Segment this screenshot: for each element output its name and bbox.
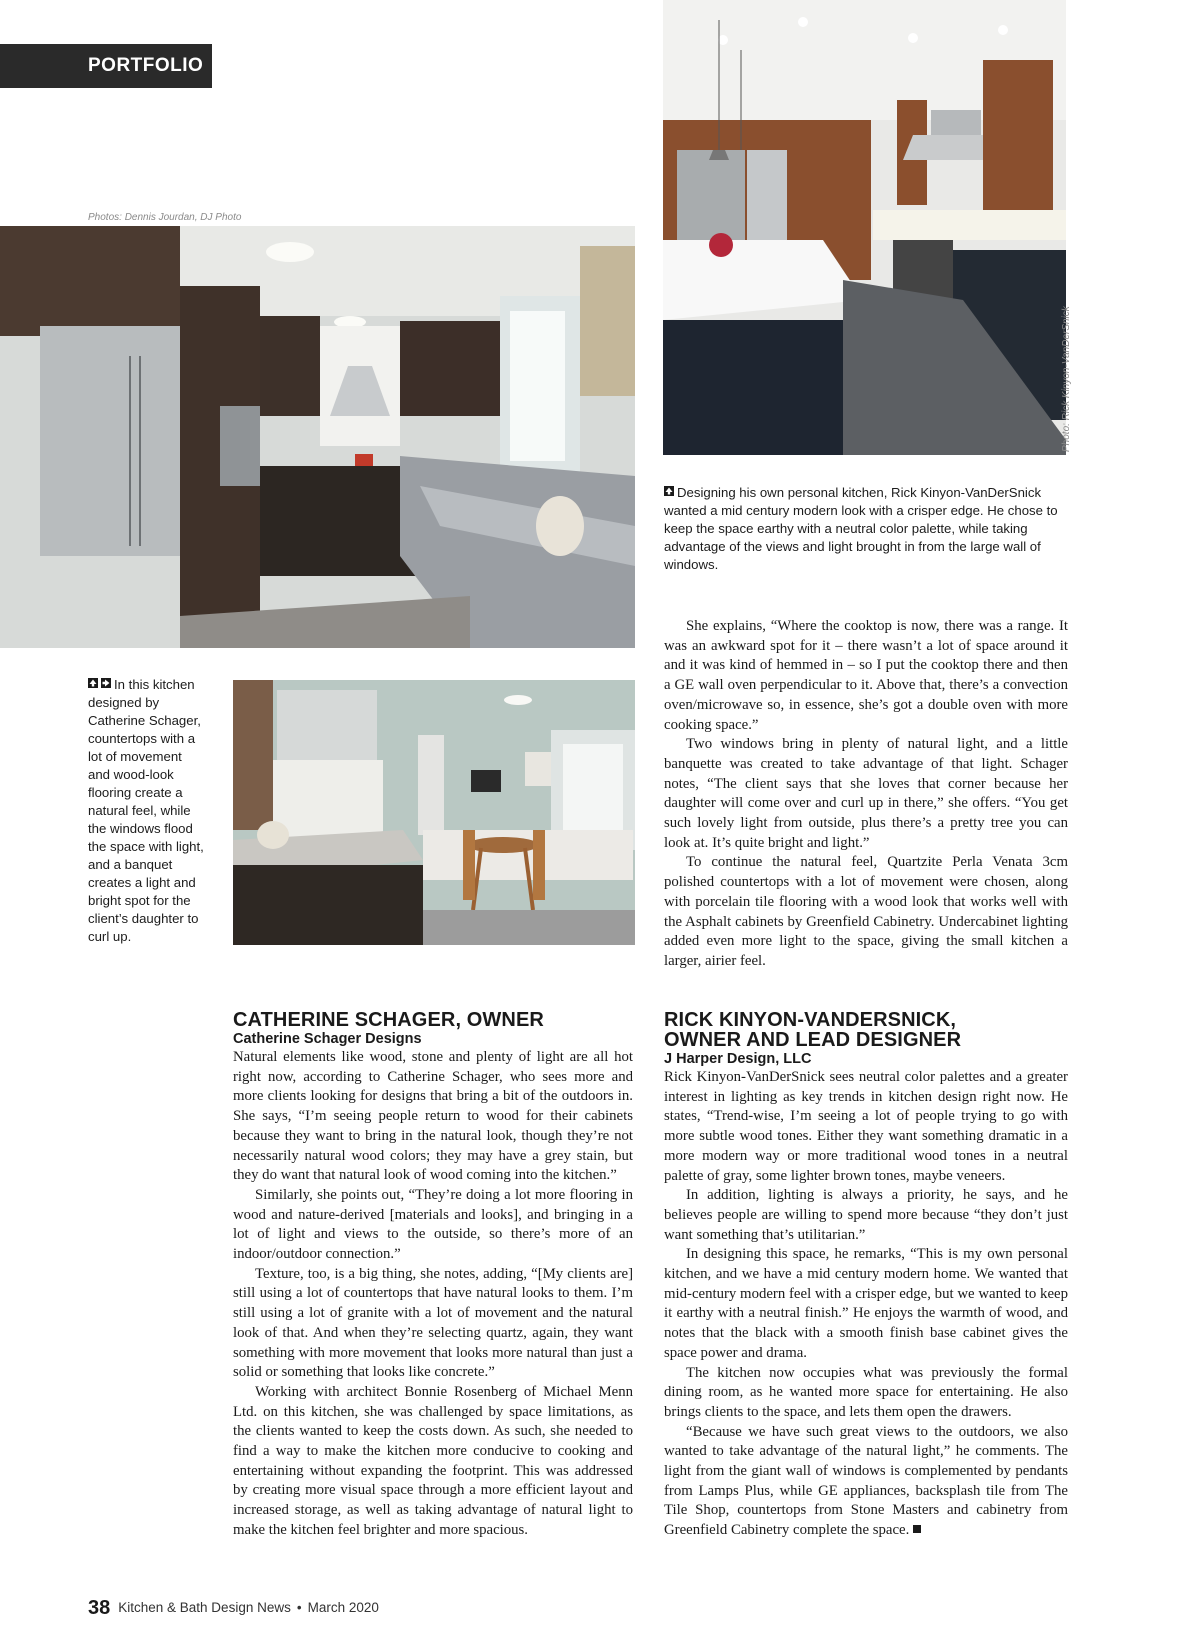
photo-credit-left: Photos: Dennis Jourdan, DJ Photo xyxy=(88,212,242,223)
page-footer xyxy=(88,1597,379,1620)
photo-traditional-kitchen xyxy=(0,226,635,648)
arrow-up-icon xyxy=(664,486,674,496)
article-schager xyxy=(233,1010,633,1541)
footer-separator: • xyxy=(296,1600,302,1615)
paragraph: In designing this space, he remarks, “This is my own personal kitchen, and we have a mid century modern home. We wanted that mid-century modern feel with a crisper edge, but we wanted to keep it earthy with a neutral finish.” He enjoys the warmth of wood, and notes that the black with a smooth finish base cabinet gives the space power and drama. xyxy=(664,1246,1068,1361)
paragraph: To continue the natural feel, Quartzite Perla Venata 3cm polished countertops with a lot of movement were chosen, along with porcelain tile flooring with a wood look that works well with the Asphalt cabinets by Greenfield Cabinetry. Undercabinet lighting added even more light to the space, giving the small kitchen a larger, airier feel. xyxy=(664,854,1068,969)
caption-traditional-kitchen xyxy=(88,676,206,946)
paragraph xyxy=(664,1423,1068,1541)
paragraph: Similarly, she points out, “They’re doing a lot more flooring in wood and nature-derived [materials and looks], and bringing in a lot of light and views to the outside, so there’s more of an indoor/outdoor connection.” xyxy=(233,1186,633,1263)
paragraph: The kitchen now occupies what was previously the formal dining room, as he wanted more space for entertaining. He also brings clients to the space, and lets them open the drawers. xyxy=(664,1364,1068,1420)
article-heading: CATHERINE SCHAGER, OWNER xyxy=(233,1009,544,1031)
paragraph: Texture, too, is a big thing, she notes, adding, “[My clients are] still using a lot of countertops that have natural looks to them. I’m still using a lot of granite with a lot of movement and the natural look of that. And when they’re selecting quartz, again, they want something with more movement that looks more natural than just a solid or something that looks like concrete.” xyxy=(233,1265,633,1381)
caption-text: In this kitchen designed by Catherine Schager, countertops with a lot of movement and wood-look flooring create a natural feel, while the windows flood the space with light, and a banquet creates a light and bright spot for the client’s daughter to curl up. xyxy=(88,677,204,944)
page-number: 38 xyxy=(88,1597,111,1619)
photo-credit-right: Photo: Rick Kinyon-VanDerSnick xyxy=(1061,306,1072,452)
photo-banquette xyxy=(233,680,635,945)
article-company: Catherine Schager Designs xyxy=(233,1031,422,1047)
paragraph: Working with architect Bonnie Rosenberg of Michael Menn Ltd. on this kitchen, she was challenged by space limitations, as the clients wanted to keep the costs down. As such, she needed to find a way to make the kitchen more conducive to cooking and entertaining without expanding the footprint. This was addressed by creating more visual space through a more efficient layout and increased storage, as well as taking advantage of natural light to make the kitchen feel brighter and more spacious. xyxy=(233,1383,633,1538)
paragraph: Rick Kinyon-VanDerSnick sees neutral color palettes and a greater interest in lighting as key trends in kitchen design right now. He states, “Trend-wise, I’m seeing a lot of people trying to go with more subtle wood tones. Either they want something dramatic in a more modern way or more traditional wood tones in a neutral palette of gray, some lighter brown tones, maybe veneers. xyxy=(664,1069,1068,1184)
photo-modern-kitchen xyxy=(663,0,1066,455)
section-tab: PORTFOLIO xyxy=(0,44,212,88)
paragraph: In addition, lighting is always a priority, he says, and he believes people are willing to spend more because “they don’t just want something that’s utilitarian.” xyxy=(664,1187,1068,1243)
caption-modern-kitchen xyxy=(664,484,1069,574)
article-heading-line1: RICK KINYON-VANDERSNICK, xyxy=(664,1009,957,1031)
paragraph: Two windows bring in plenty of natural light, and a little banquette was created to take advantage of that light. Schager notes, “The client says that she loves that corner because her daughter will come over and curl up in there,” she offers. “You get such lovely light from outside, plus there’s a pretty tree you can look at. It’s quite bright and light.” xyxy=(664,736,1068,851)
arrow-up-icon xyxy=(88,678,98,688)
issue-date: March 2020 xyxy=(307,1600,379,1615)
article-body xyxy=(664,1068,1068,1541)
article-kinyon xyxy=(664,1010,1068,1541)
article-heading-line2: OWNER AND LEAD DESIGNER xyxy=(664,1029,962,1051)
article-body xyxy=(233,1048,633,1541)
caption-text: Designing his own personal kitchen, Rick Kinyon-VanDerSnick wanted a mid century modern look with a crisper edge. He chose to keep the space earthy with a neutral color palette, while taking advantage of the views and light brought in from the large wall of windows. xyxy=(664,485,1058,572)
arrow-right-icon xyxy=(101,678,111,688)
paragraph-text: “Because we have such great views to the outdoors, we also wanted to take advantage of the natural light,” he comments. The light from the giant wall of windows is complemented by pendants from Lamps Plus, while GE appliances, backsplash tile from The Tile Shop, countertops from Stone Masters and cabinetry from Greenfield Cabinetry complete the space. xyxy=(664,1423,1068,1539)
article-company: J Harper Design, LLC xyxy=(664,1051,812,1067)
end-mark-icon xyxy=(913,1525,921,1533)
continued-column xyxy=(664,617,1068,972)
paragraph: She explains, “Where the cooktop is now, there was a range. It was an awkward spot for it – there wasn’t a lot of space around it and it was kind of hemmed in – so I put the cooktop there and then a GE wall oven perpendicular to it. Above that, there’s a convection oven/microwave so, in essence, she’s got a double oven with more cooking space.” xyxy=(664,618,1068,733)
publication-name: Kitchen & Bath Design News xyxy=(118,1600,291,1615)
paragraph: Natural elements like wood, stone and plenty of light are all hot right now, according to Catherine Schager, who sees more and more clients looking for designs that bring a bit of the outdoors in. She says, “I’m seeing people return to wood for their cabinets because they want to bring in the natural look, though they’re not necessarily natural wood colors; they may have a grey stain, but they do want that natural look of wood coming into the kitchen.” xyxy=(233,1049,633,1184)
